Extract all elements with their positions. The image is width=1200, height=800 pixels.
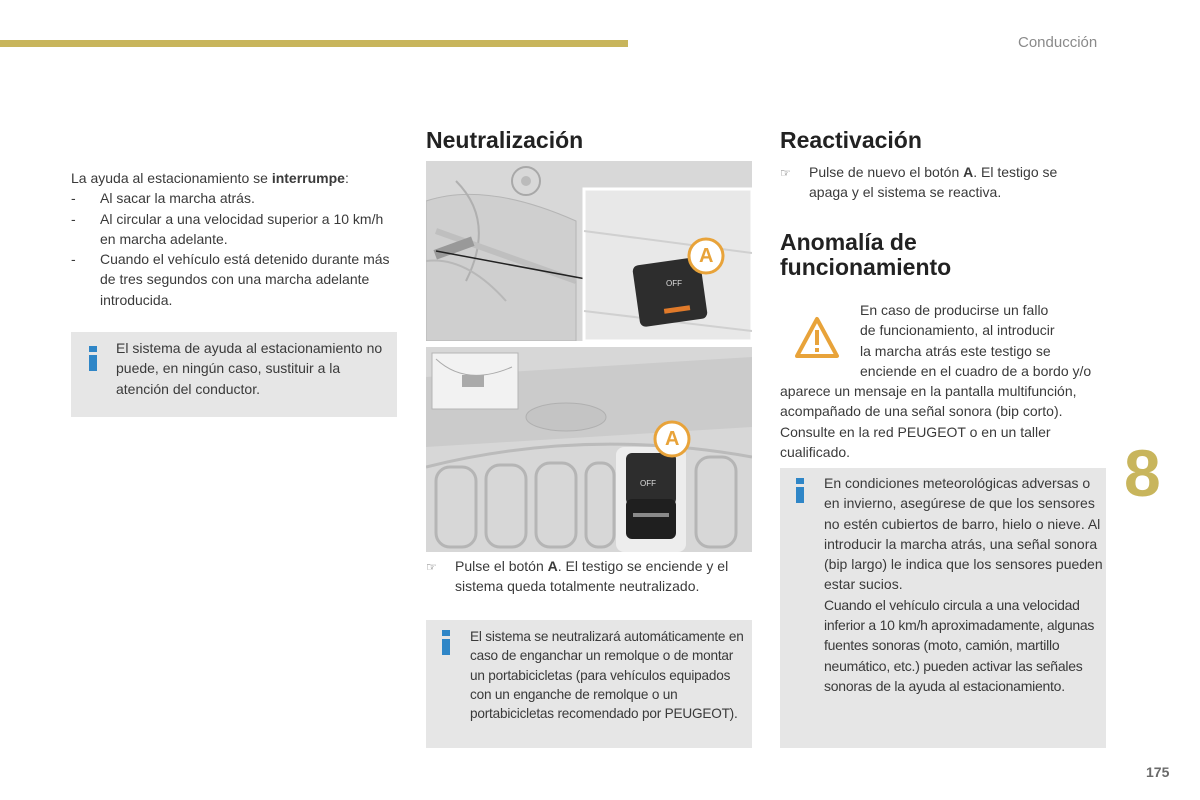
dash-marker: - xyxy=(71,251,76,268)
instruction-prefix: Pulse de nuevo el botón xyxy=(809,164,964,180)
page-number: 175 xyxy=(1146,764,1170,780)
info-box-text xyxy=(824,473,1104,696)
dashboard-drawing-2 xyxy=(426,347,752,552)
list-item xyxy=(71,249,401,310)
info-box-driver-attention xyxy=(71,332,397,417)
chapter-title: Conducción xyxy=(1018,34,1098,51)
instruction-bold: A xyxy=(547,558,558,574)
callout-label-a: A xyxy=(699,245,714,267)
dashboard-illustration-2 xyxy=(426,347,752,552)
intro-prefix: La ayuda al estacionamiento se xyxy=(71,170,272,186)
list-item xyxy=(71,188,401,208)
press-finger-icon: ☞ xyxy=(426,560,437,574)
info-box-trailer xyxy=(426,620,752,748)
intro-bold: interrumpe xyxy=(271,170,345,186)
section-title-anomalia: Anomalía de funcionamiento xyxy=(780,229,952,280)
dashboard-illustration-1 xyxy=(426,161,752,341)
anomaly-line: enciende en el cuadro de a bordo y/o xyxy=(860,362,1092,379)
anomaly-paragraph xyxy=(780,300,1110,462)
list-item-text: Cuando el vehículo está detenido durante más de tres segundos con una marcha adelante introducida. xyxy=(100,251,390,308)
anomaly-line: de funcionamiento, al introducir xyxy=(860,322,1055,339)
dash-marker: - xyxy=(71,190,76,207)
info-box-text: El sistema se neutralizará automáticamente en caso de enganchar un remolque o de montar un portabicicletas (para vehículos equipados con un enganche de remolque o un portabicicletas recomendado por PEUGEOT). xyxy=(470,629,744,722)
anomaly-line: En caso de producirse un fallo xyxy=(860,302,1049,318)
list-item-text: Al sacar la marcha atrás. xyxy=(100,190,255,207)
anomaly-line: la marcha atrás este testigo se xyxy=(860,342,1051,359)
press-finger-icon: ☞ xyxy=(780,166,791,180)
section-title-neutralizacion: Neutralización xyxy=(426,127,584,153)
instruction-suffix: . El testigo se apaga y el sistema se reactiva. xyxy=(809,164,1058,201)
info-box-weather xyxy=(780,468,1106,748)
button-off-label: OFF xyxy=(640,479,656,488)
neutralizacion-instruction xyxy=(426,556,752,597)
reactivacion-instruction xyxy=(780,162,1100,203)
instruction-prefix: Pulse el botón xyxy=(455,558,548,574)
interruption-list xyxy=(71,188,401,310)
anomaly-rest: aparece un mensaje en la pantalla multifunción, acompañado de una señal sonora (bip corto). Consulte en la red PEUGEOT o en un taller cualificado. xyxy=(780,383,1077,461)
chapter-accent-bar xyxy=(0,40,628,47)
interruption-section xyxy=(71,168,401,310)
section-title-reactivacion: Reactivación xyxy=(780,127,922,153)
intro-paragraph xyxy=(71,168,401,188)
chapter-number: 8 xyxy=(1124,436,1161,510)
list-item xyxy=(71,209,401,250)
callout-label-a: A xyxy=(665,428,680,450)
info-box-text: El sistema de ayuda al estacionamiento no puede, en ningún caso, sustituir a la atención del conductor. xyxy=(116,340,383,397)
list-item-text: Al circular a una velocidad superior a 10 km/h en marcha adelante. xyxy=(100,210,384,247)
intro-suffix: : xyxy=(344,170,349,186)
instruction-bold: A xyxy=(963,164,974,180)
dash-marker: - xyxy=(71,210,76,227)
button-off-label: OFF xyxy=(666,279,682,288)
info-box-paragraph: Cuando el vehículo circula a una velocidad inferior a 10 km/h aproximadamente, algunas fuentes sonoras (moto, camión, martillo neumático, etc.) pueden activar las señales sonoras de la ayuda al estacionamiento. xyxy=(824,596,1095,694)
info-box-paragraph: En condiciones meteorológicas adversas o en invierno, asegúrese de que los sensores no estén cubiertos de barro, hielo o nieve. Al introducir la marcha atrás, una señal sonora (bip largo) le indica que los sensores pueden estar sucios. xyxy=(824,475,1103,593)
instruction-suffix: . El testigo se enciende y el sistema queda totalmente neutralizado. xyxy=(455,558,729,595)
